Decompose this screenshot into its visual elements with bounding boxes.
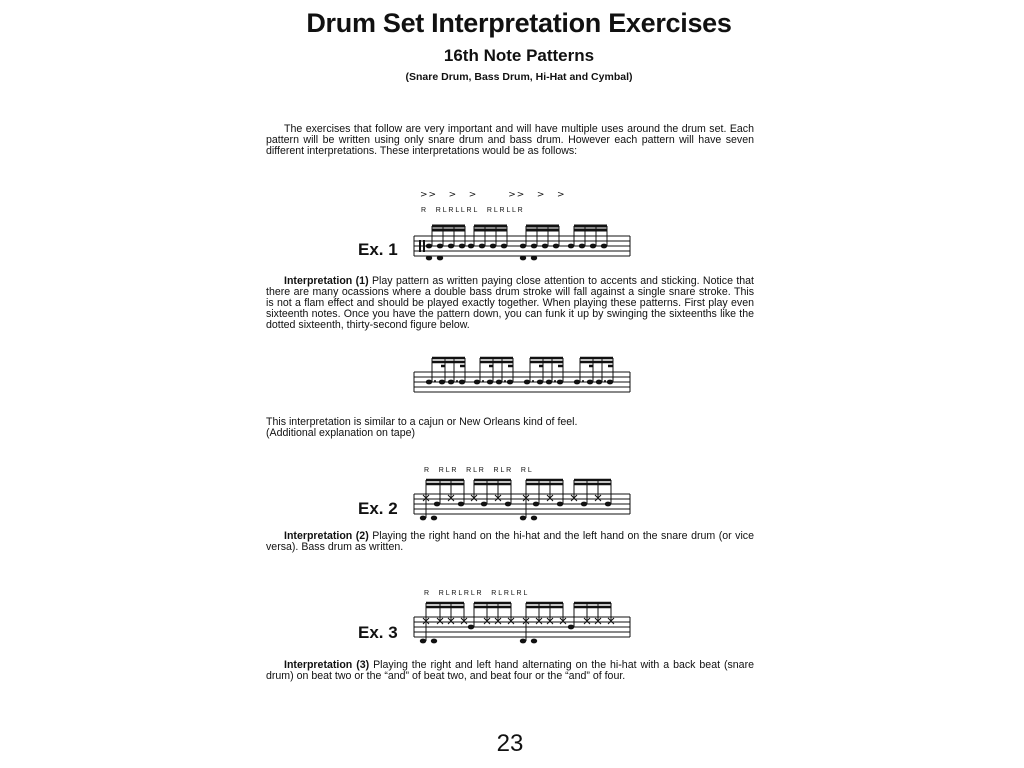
- page-number: 23: [496, 730, 524, 757]
- ex3-notation: [414, 601, 634, 647]
- cajun-note: This interpretation is similar to a cajun or New Orleans kind of feel.: [266, 416, 578, 428]
- interpretation-2-heading: Interpretation (2): [284, 530, 369, 542]
- interpretation-3-text: Playing the right and left hand alternating on the hi-hat with a back beat (snare drum) on beat two or the “and” of beat two, and beat four or the “and” of four.: [266, 659, 754, 682]
- ex1-accents: >> > > >> > >: [420, 190, 566, 200]
- intro-paragraph: The exercises that follow are very important and will have multiple uses around the drum set. Each pattern will be written using only snare drum and bass drum. However each pattern will have seven different interpretations. These interpretations would be as follows:: [266, 123, 754, 157]
- interpretation-2-text: Playing the right hand on the hi-hat and the left hand on the snare drum (or vice versa). Bass drum as written.: [266, 530, 754, 553]
- ex2-notation: [414, 478, 634, 524]
- interpretation-1: [266, 276, 754, 331]
- swing-notation: [414, 356, 634, 400]
- interpretation-1-text: Play pattern as written paying close attention to accents and sticking. Notice that there are many ocassions where a double bass drum stroke will fall against a single snare stroke. This is not a flam effect and should be played exactly together. When playing these patterns. First play even sixteenth notes. Once you have the pattern down, you can funk it up by swinging the sixteenths like the dotted sixteenth, thirty-second figure below.: [266, 275, 754, 331]
- interpretation-2: [266, 531, 754, 553]
- interpretation-3: [266, 660, 754, 682]
- ex3-label: Ex. 3: [358, 623, 398, 642]
- ex1-notation: [414, 222, 634, 262]
- page-title: Drum Set Interpretation Exercises: [306, 8, 732, 38]
- page-subtitle: 16th Note Patterns: [443, 46, 595, 65]
- interpretation-3-heading: Interpretation (3): [284, 659, 370, 671]
- interpretation-1-heading: Interpretation (1): [284, 275, 369, 287]
- tape-note: (Additional explanation on tape): [266, 427, 416, 439]
- ex2-label: Ex. 2: [358, 499, 398, 518]
- ex1-label: Ex. 1: [358, 240, 398, 259]
- ex3-sticking: R R L R L R L R R L R L R L: [424, 590, 528, 597]
- instrument-list: (Snare Drum, Bass Drum, Hi-Hat and Cymbal): [405, 71, 633, 83]
- ex2-sticking: R R L R R L R R L R R L: [424, 467, 532, 474]
- ex1-sticking: R R L R L L R L R L R L L R: [421, 207, 523, 214]
